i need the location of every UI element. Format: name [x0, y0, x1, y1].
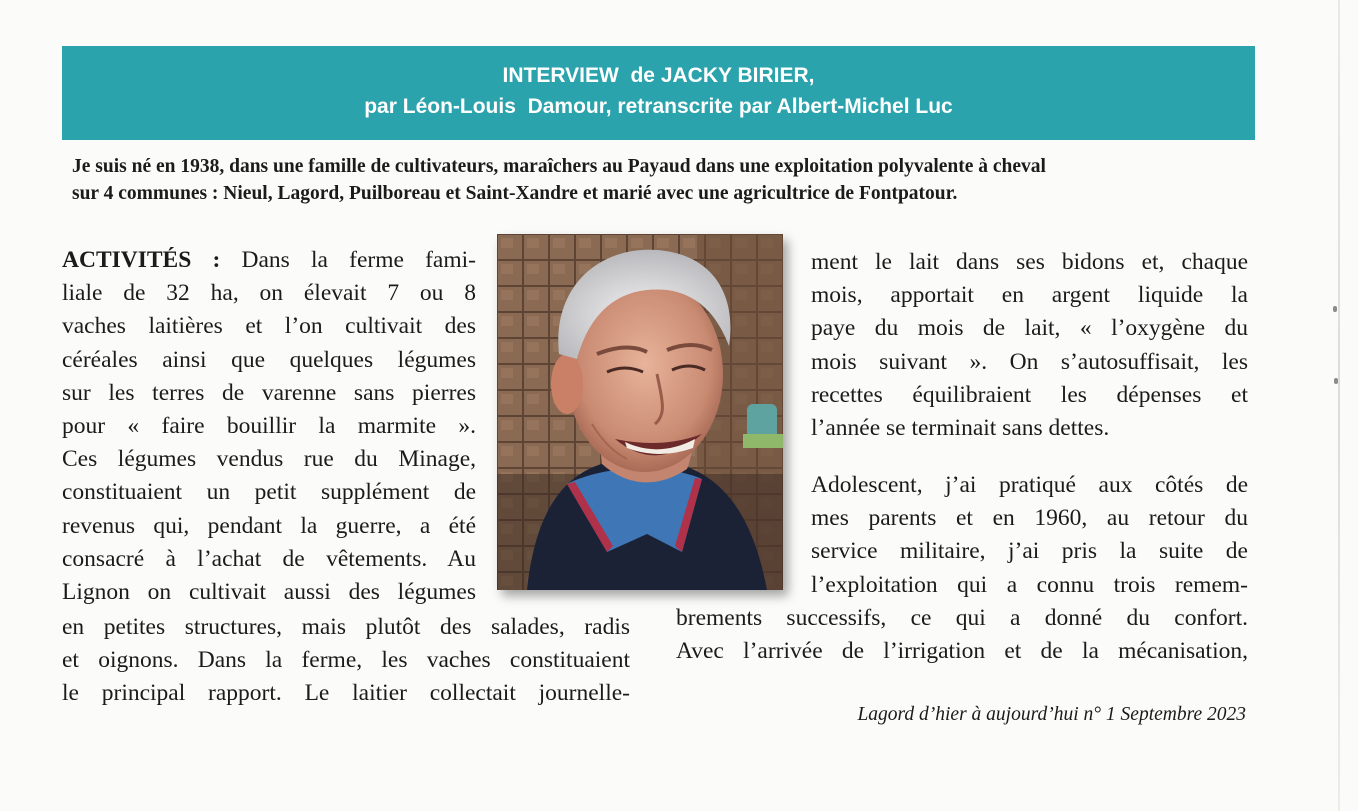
right-column-wide — [676, 602, 1248, 668]
text-line: le principal rapport. Le laitier collectait journelle- — [62, 680, 630, 707]
page-title: INTERVIEW de JACKY BIRIER, — [502, 64, 815, 87]
page-subtitle: par Léon-Louis Damour, retranscrite par Albert-Michel Luc — [364, 95, 953, 118]
text-line: brements successifs, ce qui a donné du confort. — [676, 605, 1248, 631]
text-line: céréales ainsi que quelques légumes — [62, 346, 476, 373]
portrait-photo — [497, 234, 783, 590]
text-line: recettes équilibraient les dépenses et — [811, 381, 1248, 408]
text-line: l’exploitation qui a connu trois remem- — [811, 571, 1248, 598]
text-line: en petites structures, mais plutôt des salades, radis — [62, 614, 630, 640]
text-segment: Dans la ferme fami- — [220, 247, 476, 273]
text-line: vaches laitières et l’on cultivait des — [62, 313, 476, 340]
text-line: sur les terres de varenne sans pierres — [62, 379, 476, 406]
text-line: et oignons. Dans la ferme, les vaches constituaient — [62, 647, 630, 674]
text-line: Ces légumes vendus rue du Minage, — [62, 446, 476, 473]
text-line: revenus qui, pendant la guerre, a été — [62, 512, 476, 539]
text-line: Lignon on cultivait aussi des légumes — [62, 578, 476, 605]
text-line: Avec l’arrivée de l’irrigation et de la mécanisation, — [676, 638, 1248, 665]
left-column-wide — [62, 611, 630, 711]
text-line: consacré à l’achat de vêtements. Au — [62, 545, 476, 572]
text-line: mes parents et en 1960, au retour du — [811, 505, 1248, 532]
text-line: Adolescent, j’ai pratiqué aux côtés de — [811, 472, 1248, 498]
source-citation: Lagord d’hier à aujourd’hui n° 1 Septembre 2023 — [857, 704, 1246, 725]
text-line: mois suivant ». On s’autosuffisait, les — [811, 348, 1248, 375]
right-column — [811, 246, 1248, 445]
section-lead: ACTIVITÉS : — [62, 247, 221, 273]
title-banner — [62, 46, 1255, 140]
text-line: l’année se terminait sans dettes. — [811, 414, 1110, 441]
text-line: mois, apportait en argent liquide la — [811, 282, 1248, 309]
scan-edge — [1338, 0, 1340, 811]
text-line: paye du mois de lait, « l’oxygène du — [811, 315, 1248, 342]
text-line: pour « faire bouillir la marmite ». — [62, 412, 476, 439]
text-line: constituaient un petit supplément de — [62, 479, 476, 506]
text-line — [62, 244, 476, 277]
right-column-paragraph-2 — [811, 469, 1248, 602]
intro-line: Je suis né en 1938, dans une famille de cultivateurs, maraîchers au Payaud dans une exploitation polyvalente à cheval — [72, 156, 1046, 177]
left-column — [62, 244, 476, 609]
text-line: ment le lait dans ses bidons et, chaque — [811, 249, 1248, 275]
scan-speck — [1334, 378, 1338, 384]
portrait-illustration — [497, 234, 783, 590]
intro-line: sur 4 communes : Nieul, Lagord, Puilboreau et Saint-Xandre et marié avec une agricultrice de Fontpatour. — [72, 183, 958, 204]
intro-paragraph — [72, 153, 1252, 207]
text-line: liale de 32 ha, on élevait 7 ou 8 — [62, 280, 476, 307]
text-line: service militaire, j’ai pris la suite de — [811, 538, 1248, 565]
scan-speck — [1333, 306, 1337, 312]
